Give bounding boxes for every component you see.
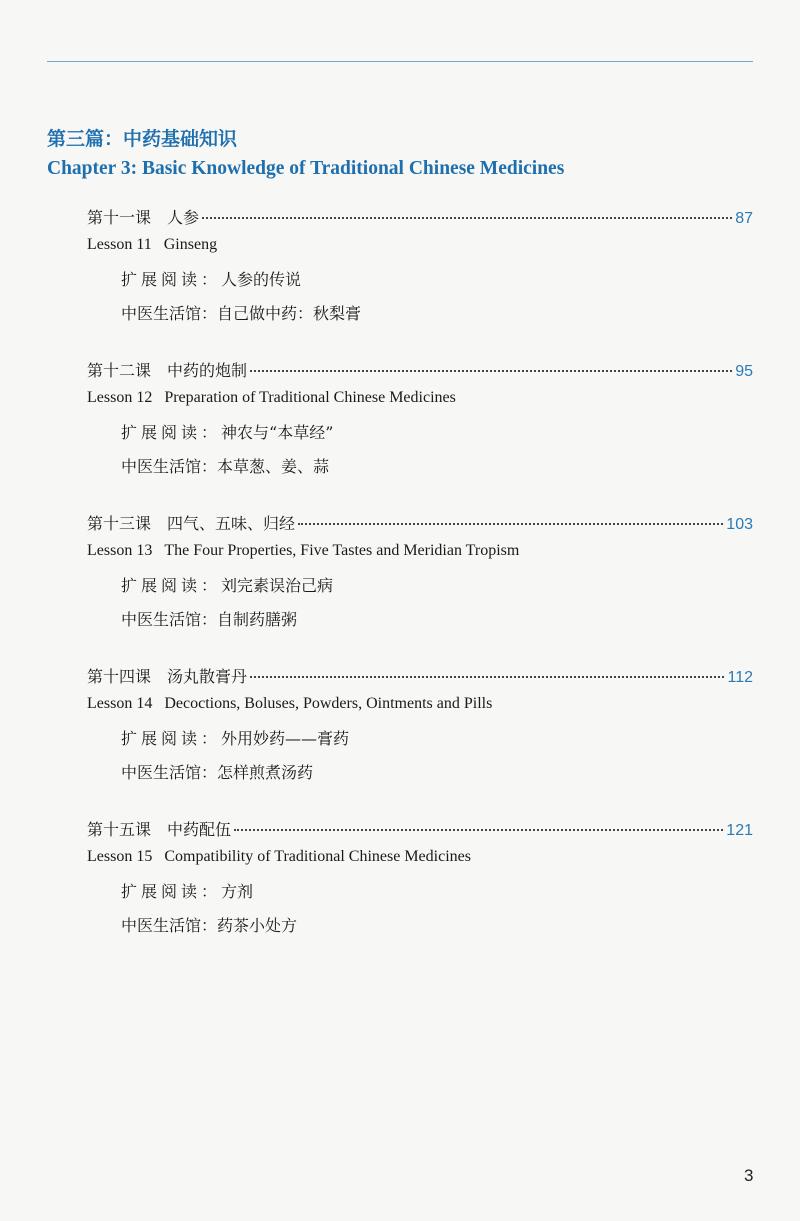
extended-reading xyxy=(121,420,333,443)
toc-entry-en xyxy=(87,389,456,407)
toc-entry-zh[interactable] xyxy=(87,817,753,841)
extended-reading-label: 扩展阅读： xyxy=(121,576,222,595)
lesson-title-en: Ginseng xyxy=(163,236,218,253)
extended-reading-title: 外用妙药——膏药 xyxy=(221,729,350,748)
lesson-title-en: Compatibility of Traditional Chinese Medicines xyxy=(164,848,471,865)
lesson-title-zh: 中药的炮制 xyxy=(167,361,248,380)
extended-reading-label: 扩展阅读： xyxy=(121,882,222,901)
page-number: 121 xyxy=(726,822,753,839)
tcm-life-hall-title: 药茶小处方 xyxy=(217,916,298,935)
extended-reading-label: 扩展阅读： xyxy=(121,423,222,442)
page-number: 103 xyxy=(726,516,753,533)
extended-reading-label: 扩展阅读： xyxy=(121,270,222,289)
lesson-title-en: Decoctions, Boluses, Powders, Ointments and Pills xyxy=(164,695,493,712)
extended-reading-label: 扩展阅读： xyxy=(121,729,222,748)
extended-reading xyxy=(121,726,349,749)
toc-entry-zh[interactable] xyxy=(87,664,753,688)
lesson-number-zh: 第十一课 xyxy=(87,208,152,227)
tcm-life-hall-label: 中医生活馆： xyxy=(121,916,218,935)
dot-leader xyxy=(298,523,723,525)
extended-reading xyxy=(121,573,333,596)
toc-entry-zh[interactable] xyxy=(87,205,753,229)
dot-leader xyxy=(250,370,732,372)
extended-reading-title: 人参的传说 xyxy=(221,270,302,289)
tcm-life-hall-label: 中医生活馆： xyxy=(121,763,218,782)
lesson-title-zh: 汤丸散膏丹 xyxy=(167,667,248,686)
extended-reading xyxy=(121,267,301,290)
toc-entry-en xyxy=(87,695,492,713)
tcm-life-hall xyxy=(121,760,313,783)
toc-entry-en xyxy=(87,236,217,254)
tcm-life-hall-label: 中医生活馆： xyxy=(121,457,218,476)
page-number: 95 xyxy=(735,363,753,380)
lesson-title-en: The Four Properties, Five Tastes and Meridian Tropism xyxy=(164,542,520,559)
lesson-title-en: Preparation of Traditional Chinese Medicines xyxy=(164,389,456,406)
lesson-number-en: Lesson 11 xyxy=(87,236,152,253)
tcm-life-hall-title: 自己做中药：秋梨膏 xyxy=(217,304,362,323)
tcm-life-hall-title: 怎样煎煮汤药 xyxy=(217,763,314,782)
dot-leader xyxy=(202,217,732,219)
toc-entry-zh[interactable] xyxy=(87,511,753,535)
tcm-life-hall-label: 中医生活馆： xyxy=(121,304,218,323)
page-folio: 3 xyxy=(744,1166,754,1185)
tcm-life-hall xyxy=(121,607,297,630)
lesson-number-en: Lesson 15 xyxy=(87,848,153,865)
lesson-number-zh: 第十二课 xyxy=(87,361,152,380)
lesson-number-en: Lesson 13 xyxy=(87,542,153,559)
tcm-life-hall xyxy=(121,301,361,324)
extended-reading-title: 神农与“本草经” xyxy=(221,423,334,442)
header-rule xyxy=(47,61,753,62)
extended-reading xyxy=(121,879,253,902)
dot-leader xyxy=(234,829,723,831)
lesson-title-zh: 人参 xyxy=(167,208,200,227)
tcm-life-hall-title: 自制药膳粥 xyxy=(217,610,298,629)
lesson-number-zh: 第十三课 xyxy=(87,514,152,533)
tcm-life-hall-title: 本草葱、姜、蒜 xyxy=(217,457,330,476)
dot-leader xyxy=(250,676,724,678)
page-number: 112 xyxy=(727,669,753,686)
toc-entry-en xyxy=(87,542,519,560)
lesson-number-en: Lesson 14 xyxy=(87,695,153,712)
chapter-title-zh: 第三篇：中药基础知识 xyxy=(47,128,238,150)
page-number: 87 xyxy=(735,210,753,227)
extended-reading-title: 刘完素误治己病 xyxy=(221,576,334,595)
tcm-life-hall xyxy=(121,454,329,477)
lesson-number-zh: 第十四课 xyxy=(87,667,152,686)
tcm-life-hall xyxy=(121,913,297,936)
toc-entry-en xyxy=(87,848,471,866)
lesson-number-en: Lesson 12 xyxy=(87,389,153,406)
lesson-number-zh: 第十五课 xyxy=(87,820,152,839)
lesson-title-zh: 四气、五味、归经 xyxy=(167,514,296,533)
toc-entry-zh[interactable] xyxy=(87,358,753,382)
extended-reading-title: 方剂 xyxy=(221,882,254,901)
tcm-life-hall-label: 中医生活馆： xyxy=(121,610,218,629)
chapter-title-en: Chapter 3: Basic Knowledge of Traditional Chinese Medicines xyxy=(47,158,565,179)
lesson-title-zh: 中药配伍 xyxy=(167,820,232,839)
